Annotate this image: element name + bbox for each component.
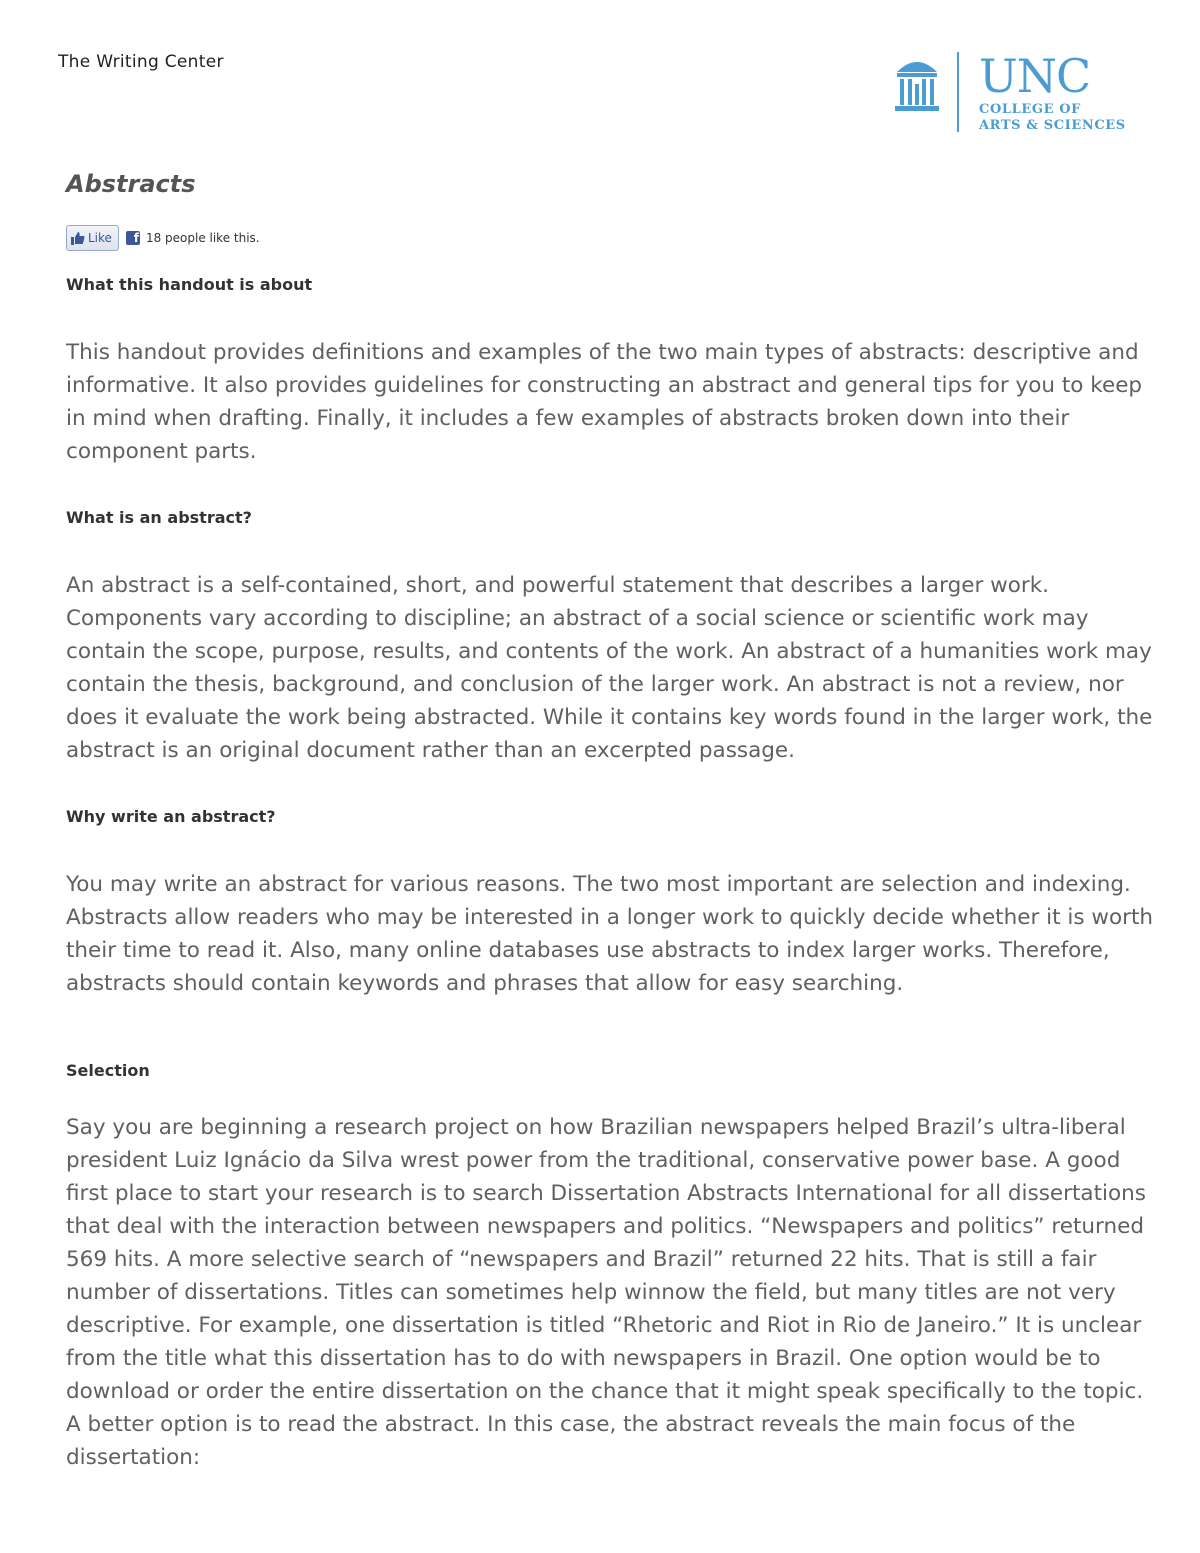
facebook-like-widget	[66, 224, 260, 252]
unc-logo	[893, 50, 1143, 136]
section-heading-what-is: What is an abstract?	[66, 508, 252, 527]
old-well-icon	[893, 50, 973, 136]
like-count: 18 people like this.	[145, 231, 260, 245]
section-heading-selection: Selection	[66, 1061, 150, 1080]
facebook-icon: f	[126, 231, 140, 245]
like-button-label: Like	[88, 231, 112, 245]
section-text-selection: Say you are beginning a research project on how Brazilian newspapers helped Brazil’s ultra-liberal president Luiz Ignácio da Silva wrest power from the traditional, conservative power base. A good first place to start your research is to search Dissertation Abstracts International for all dissertations that deal with the interaction between newspapers and politics. “Newspapers and politics” returned 569 hits. A more selective search of “newspapers and Brazil” returned 22 hits. That is still a fair number of dissertations. Titles can sometimes help winnow the field, but many titles are not very descriptive. For example, one dissertation is titled “Rhetoric and Riot in Rio de Janeiro.” It is unclear from the title what this dissertation has to do with newspapers in Brazil. One option would be to download or order the entire dissertation on the chance that it might speak specifically to the topic. A better option is to read the abstract. In this case, the abstract reveals the main focus of the dissertation:	[66, 1115, 1146, 1470]
logo-line-2: ARTS & SCIENCES	[979, 118, 1126, 133]
page-title: Abstracts	[66, 170, 196, 198]
section-heading-why: Why write an abstract?	[66, 807, 276, 826]
like-button[interactable]	[66, 225, 119, 251]
thumbs-up-icon	[71, 232, 85, 245]
logo-name: UNC	[979, 49, 1091, 103]
section-heading-about: What this handout is about	[66, 275, 313, 294]
section-text-about: This handout provides definitions and examples of the two main types of abstracts: descriptive and informative. It also provides guidelines for constructing an abstract and general tips for you to keep in mind when drafting. Finally, it includes a few examples of abstracts broken down into their component parts.	[66, 340, 1143, 464]
site-name: The Writing Center	[58, 52, 224, 72]
logo-line-1: COLLEGE OF	[979, 102, 1081, 117]
section-text-why: You may write an abstract for various reasons. The two most important are selection and indexing. Abstracts allow readers who may be interested in a longer work to quickly decide whether it is worth their time to read it. Also, many online databases use abstracts to index larger works. Therefore, abstracts should contain keywords and phrases that allow for easy searching.	[66, 872, 1154, 996]
section-text-what-is: An abstract is a self-contained, short, and powerful statement that describes a larger work. Components vary according to discipline; an abstract of a social science or scientific work may contain the scope, purpose, results, and contents of the work. An abstract of a humanities work may contain the thesis, background, and conclusion of the larger work. An abstract is not a review, nor does it evaluate the work being abstracted. While it contains key words found in the larger work, the abstract is an original document rather than an excerpted passage.	[66, 573, 1153, 763]
